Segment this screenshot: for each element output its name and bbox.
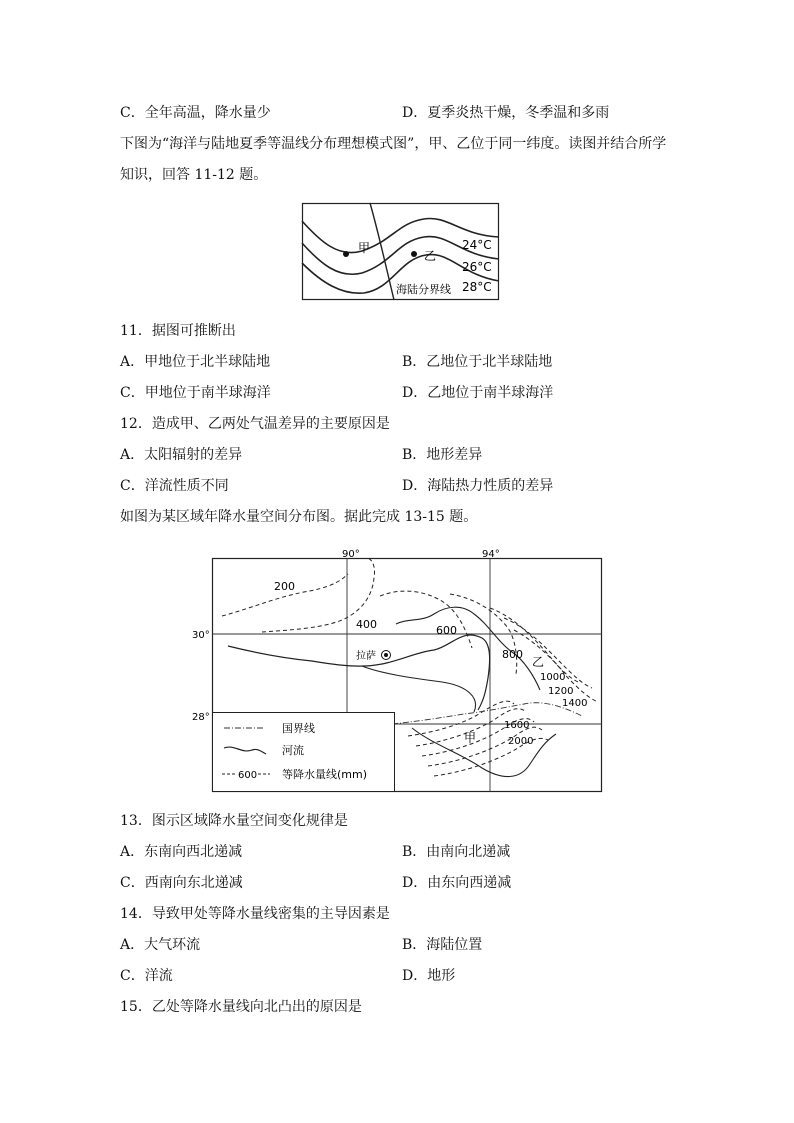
q11-option-b: B．乙地位于北半球陆地 — [402, 354, 553, 370]
q13-option-a: A．东南向西北递减 — [120, 844, 243, 860]
lon-90-label: 90° — [342, 549, 360, 560]
label-yi: 乙 — [424, 249, 437, 263]
map-legend — [213, 713, 395, 792]
q13-option-d: D．由东向西递减 — [402, 875, 512, 891]
point-jia — [343, 251, 349, 257]
q10-option-d: D．夏季炎热干燥，冬季温和多雨 — [402, 105, 610, 121]
q11-option-a: A．甲地位于北半球陆地 — [120, 354, 271, 370]
q13-stem: 13．图示区域降水量空间变化规律是 — [120, 813, 348, 829]
point-yi — [411, 251, 417, 257]
iso-800-label: 800 — [502, 648, 523, 661]
lon-94-label: 94° — [482, 549, 500, 560]
map-label-yi: 乙 — [532, 655, 545, 669]
isotherm-figure — [302, 203, 499, 300]
isotherm-26-label: 26°C — [462, 260, 492, 274]
label-jia: 甲 — [358, 241, 371, 255]
q11-option-c: C．甲地位于南半球海洋 — [120, 385, 271, 401]
q12-option-b: B．地形差异 — [402, 447, 483, 463]
iso-1200-label: 1200 — [548, 686, 574, 697]
lasa-label: 拉萨 — [356, 651, 376, 662]
legend-river-label: 河流 — [282, 744, 304, 757]
iso-1600-label: 1600 — [504, 720, 530, 731]
q11-stem: 11．据图可推断出 — [120, 323, 236, 339]
q12-option-d: D．海陆热力性质的差异 — [402, 478, 554, 494]
q15-stem: 15．乙处等降水量线向北凸出的原因是 — [120, 999, 362, 1015]
q10-option-c: C．全年高温，降水量少 — [120, 105, 271, 121]
lasa-dot — [384, 653, 388, 657]
q13-option-b: B．由南向北递减 — [402, 844, 511, 860]
intro-13-15: 如图为某区域年降水量空间分布图。据此完成 13-15 题。 — [120, 509, 478, 525]
q14-option-a: A．大气环流 — [120, 937, 201, 953]
q14-stem: 14．导致甲处等降水量线密集的主导因素是 — [120, 906, 390, 922]
q14-option-c: C．洋流 — [120, 968, 173, 984]
q14-option-b: B．海陆位置 — [402, 937, 483, 953]
q11-option-d: D．乙地位于南半球海洋 — [402, 385, 554, 401]
precipitation-map — [192, 548, 602, 792]
map-label-jia: 甲 — [464, 731, 477, 745]
legend-iso-sample: 600 — [238, 770, 258, 781]
iso-2000-label: 2000 — [508, 736, 534, 747]
isotherm-24-label: 24°C — [462, 238, 492, 252]
iso-200-label: 200 — [274, 580, 295, 593]
intro-11-12-line2: 知识，回答 11-12 题。 — [120, 167, 268, 183]
lat-30-label: 30° — [192, 630, 210, 641]
q12-option-c: C．洋流性质不同 — [120, 478, 229, 494]
coastline-label: 海陆分界线 — [396, 283, 451, 296]
iso-1400-label: 1400 — [562, 698, 588, 709]
legend-iso-label: 等降水量线(mm) — [282, 768, 368, 781]
intro-11-12-line1: 下图为“海洋与陆地夏季等温线分布理想模式图”，甲、乙位于同一纬度。读图并结合所学 — [120, 136, 667, 152]
iso-600-label: 600 — [436, 624, 457, 637]
q13-option-c: C．西南向东北递减 — [120, 875, 243, 891]
isotherm-28-label: 28°C — [462, 280, 492, 294]
iso-1000-label: 1000 — [540, 672, 566, 683]
lat-28-label: 28° — [192, 712, 210, 723]
legend-border-label: 国界线 — [282, 722, 315, 735]
q12-stem: 12．造成甲、乙两处气温差异的主要原因是 — [120, 416, 390, 432]
q12-option-a: A．太阳辐射的差异 — [120, 447, 243, 463]
q14-option-d: D．地形 — [402, 968, 456, 984]
iso-400-label: 400 — [356, 618, 377, 631]
